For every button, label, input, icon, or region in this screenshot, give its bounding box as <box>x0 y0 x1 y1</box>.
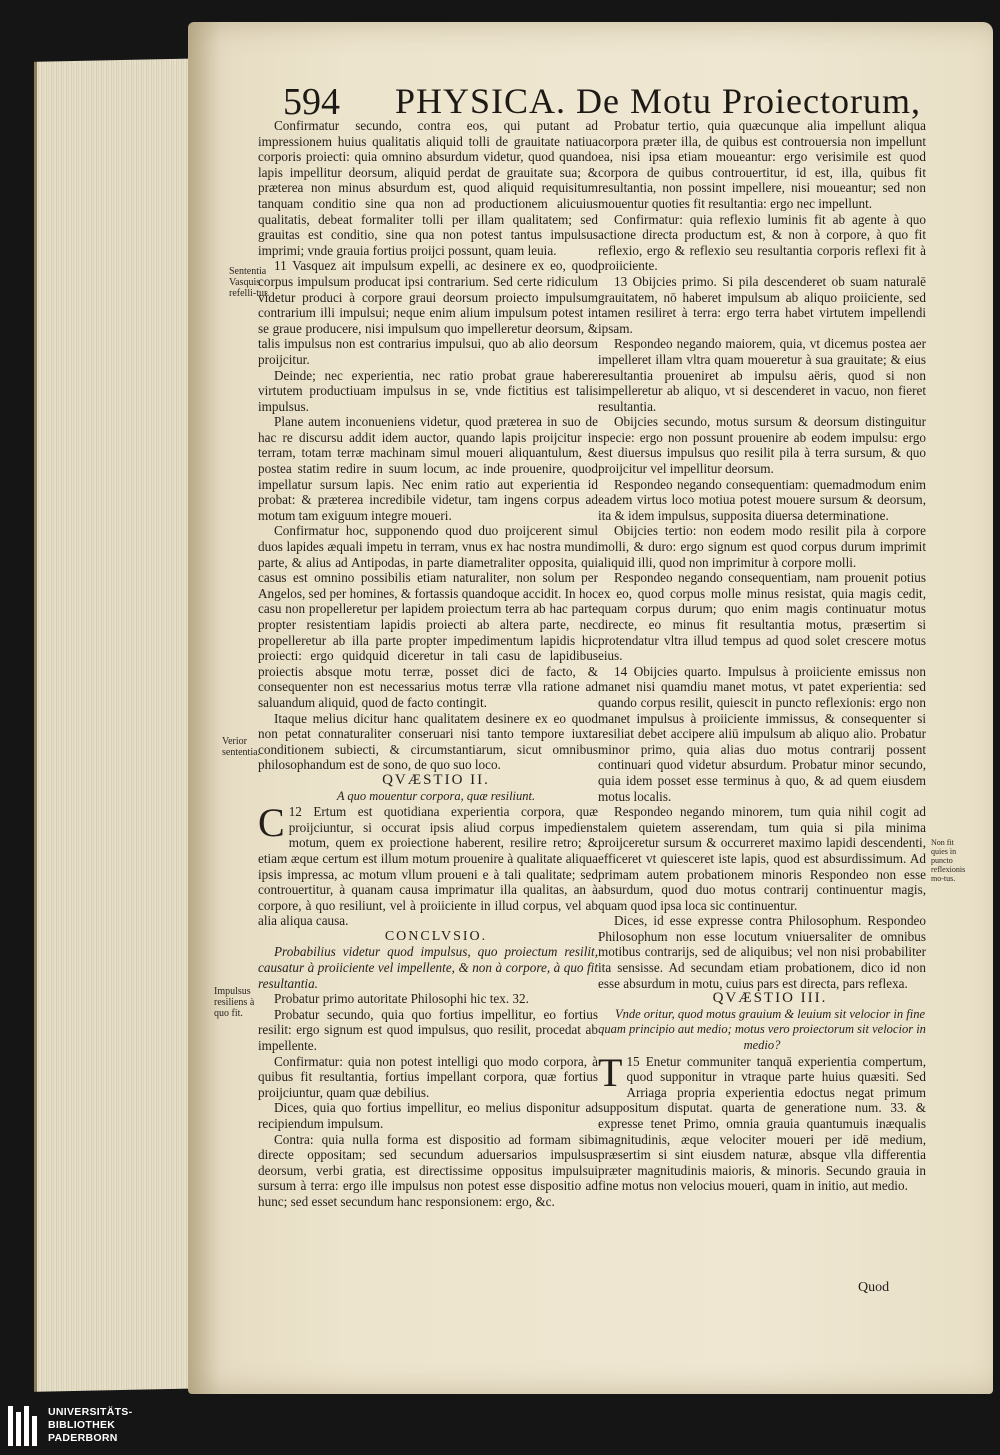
question-subtitle: Vnde oritur, quod motus grauium & leuium sit velocior in fine quam principio aut medio; motus vero proiectorum sit velocior in medio? <box>598 1006 926 1053</box>
paragraph-number: 15 <box>626 1053 640 1069</box>
paragraph: Dices, quia quo fortius impellitur, eo melius disponitur ad recipiendum impulsum. <box>258 1100 598 1131</box>
running-head: PHYSICA. De Motu Proiectorum, <box>395 81 921 121</box>
paragraph <box>598 1049 927 1194</box>
paragraph: Obijcies tertio: non eodem modo resilit pila à corpore molli, & duro: ergo signum est quod corpus durum imprimit aliquid illi, quod non imprimitur à corpore molli. <box>598 523 926 570</box>
page-number: 594 <box>283 81 340 123</box>
paragraph-text: Ertum est quotidiana experientia corpora, quæ proijciuntur, si occurat ipsis aliud corpus impediens motum, quem ex proiectione haberent, resilire retro; & etiam æque certum est illum motum prouenire à qualitate aliqua ipsis impressa, ac motum vllum proueni e à tali qualitate; sed controuertitur, à quanam causa imprimatur illa qualitas, an à corpore, à quo resiliunt, vel à proiiciente in illud corpus, vel ab alia aliqua causa. <box>258 804 598 929</box>
paragraph: Probatur secundo, quia quo fortius impellitur, eo fortius resilit: ergo signum est quod impulsus, quo resilit, procedat ab impellente. <box>258 1006 598 1054</box>
library-logo <box>6 1402 156 1452</box>
paragraph <box>258 944 598 991</box>
paragraph: Respondeo negando consequentiam: quemadmodum enim eadem virtus loco motiua potest mouere sursum & deorsum, ita & idem impulsus, supposita diuersa determinatione. <box>598 476 926 523</box>
paragraph: Respondeo negando minorem, tum quia nihil cogit ad talem quietem asserendam, tum quia si pila minima proijceretur sursum & occurreret maximo lapidi descendenti, efficeret vt quiesceret iste lapis, quod est absurdissimum. Ad primam autem probationem minoris Respondeo non esse absurdum, quod duo motus contrarij continuentur magis, quam quod ipsa loca sic continuentur. <box>598 804 926 913</box>
paragraph: Obijcies secundo, motus sursum & deorsum distinguitur specie: ergo non possunt prouenire ab eodem impulsu: ergo est diuersus impulsus quo resilit pila à terra sursum, & quo proijcitur vel impellitur deorsum. <box>598 414 926 477</box>
margin-note-verior: Verior sententia. <box>222 736 261 758</box>
paragraph: 14 Obijcies quarto. Impulsus à proiiciente emissus non manet nisi quamdiu manet motus, vt patet experientia: sed quando corpus resilit, quiescit in puncto reflexionis: ergo non manet impulsus à proiiciente immissus, & consequenter si resiliat debet accipere aliū impulsum ab aliquo alio. Probatur minor primo, quia alias duo motus contrarij possent continuari quod videtur absurdum. Probatur minor secundo, quia idem posset esse terminus à quo, & ad quem eiusdem motus localis. <box>598 663 926 804</box>
question-title: QVÆSTIO II. <box>382 771 490 788</box>
left-column <box>258 118 598 1210</box>
paragraph-text: Enetur communiter tanquā experientia compertum, quod supponitur in vtraque parte huius quæsiti. Sed Arriaga propria experientia edoctus negat primum suppositum disputat. quarta de generatione num. 33. & expresse tenet Primo, omnia grauia quantumuis inæqualis magnitudinis, æque velociter moueri per idē medium, præsertim si sint eiusdem naturæ, absque vlla differentia præter magnitudinis maioris, & minoris. Secundo grauia in fine motus non velocius moueri, quam in initio, aut medio. <box>598 1053 927 1194</box>
paragraph: Contra: quia nulla forma est dispositio ad formam sibi directe oppositam; sed secundum aduersarios impulsus deorsum, verbi gratia, est directissime oppositus impulsui sursum à terra: ergo ille impulsus non potest esse dispositio ad hunc; sed esset secundum hanc responsionem: ergo, &c. <box>258 1131 598 1209</box>
paragraph: Confirmatur secundo, contra eos, qui putant ad impressionem huius qualitatis aliquid tolli de grauitate natiua corporis proiecti: quia omnino absurdum videtur, quod quando lapis impellitur deorsum, aliquid perdat de grauitate sua; & præterea non minus absurdum est, quod aliquid requisitum tanquam conditio sine qua non ad productionem alicuius qualitatis, debeat formaliter tolli per illam qualitatem; sed grauitas est conditio, sine qua non potest tantus impulsus imprimi; vnde grauia fortius proijci possunt, quam leuia. <box>258 118 598 258</box>
paragraph: Respondeo negando consequentiam, nam prouenit potius ex eo, quod corpus molle minus resistat, quia magis cedit, quam corpus durum; quo enim magis continuatur motus directe, eo minus fit resultantia motus, præsertim si protendatur vltra illud tempus ad quod solet crescere motus eius. <box>598 570 926 664</box>
paragraph: Dices, id esse expresse contra Philosophum. Respondeo Philosophum non esse locutum vniuersaliter de omnibus motibus contrarijs, sed de aliquibus; vel non nisi probabiliter ita sensisse. Ad secundam etiam probationem, dico id non esse absurdum in motu, cuius pars est directa, pars reflexa. <box>598 913 926 991</box>
paragraph: Respondeo negando maiorem, quia, vt dicemus postea aer impelleret illam vltra quam moueretur à sua grauitate; & eius resultantia proueniret ab impulsu aëris, quod si non impelleretur ab aliquo, vt si descenderet in vacuo, non fieret resultantia. <box>598 336 926 414</box>
conclusion-text: Probabilius videtur quod impulsus, quo proiectum resilit, causatur à proiiciente vel impellente, & non à corpore, à quo fit resultantia. <box>258 944 598 991</box>
conclusion-heading: CONCLVSIO. <box>384 928 488 944</box>
margin-note-impulsus: Impulsus resiliens à quo fit. <box>214 986 255 1019</box>
library-name: UNIVERSITÄTS- BIBLIOTHEK PADERBORN <box>48 1406 133 1444</box>
right-column <box>598 118 926 1194</box>
paragraph: Plane autem inconueniens videtur, quod præterea in suo de hac re discursu addit idem auctor, quando lapis proijcitur in terram, totam terræ machinam simul moueri aliquantulum, & postea statim redire in suum locum, ac inde prouenire, quod impellatur sursum lapis. Nec enim ratio aut experientia id probat: & præterea incredibile videtur, tam ingens corpus ad motum tam exiguum integre moueri. <box>258 414 598 523</box>
paragraph: Probatur primo autoritate Philosophi hic tex. 32. <box>274 991 529 1007</box>
paragraph-number: 12 <box>288 804 302 820</box>
paragraph <box>258 800 598 929</box>
paragraph: Deinde; nec experientia, nec ratio probat graue habere virtutem productiuam impulsus in se, vnde fictitius est talis impulsus. <box>258 367 598 414</box>
question-subtitle: A quo mouentur corpora, quæ resiliunt. <box>336 788 536 803</box>
margin-note-non-fit: Non fit quies in puncto reflexionis mo-tus. <box>931 838 966 883</box>
drop-cap: T <box>598 1049 623 1095</box>
library-mark-icon <box>6 1404 40 1448</box>
margin-note-sententia: Sententia Vasquis refelli-tur. <box>229 266 270 299</box>
paragraph: 13 Obijcies primo. Si pila descenderet ob suam naturalē grauitatem, nō haberet impulsum ab aliquo proiiciente, sed tamen resiliret à terra: ergo terra habet virtutem impellendi ipsam. <box>598 273 926 336</box>
book-fore-edge <box>34 58 207 1392</box>
paragraph: Probatur tertio, quia quæcunque alia impellunt aliqua corpora præter illa, de quibus est controuersia non impellunt ea, nisi ipsa etiam moueantur: ergo verisimile est quod corpora de quibus controuertitur, id est, illa, quibus fit resultantia, non possint impellere, nisi moueantur; sed non mouentur quoties fit resultantia: ergo nec impellunt. <box>598 118 926 211</box>
question-title: QVÆSTIO III. <box>712 990 828 1007</box>
paragraph: Confirmatur: quia non potest intelligi quo modo corpora, à quibus fit resultantia, fortius impellant corpora, quæ fortius proijciuntur, quam quæ debilius. <box>258 1053 598 1100</box>
drop-cap: C <box>258 800 285 846</box>
catchword: Quod <box>858 1280 890 1295</box>
paragraph: Confirmatur: quia reflexio luminis fit ab agente à quo actione directa productum est, & non à corpore, à quo fit reflexio, ergo & reflexio seu resultantia corporis reflexi fit à proiiciente. <box>598 211 926 274</box>
paragraph: 11 Vasquez ait impulsum expelli, ac desinere ex eo, quod corpus impulsum producat ipsi contrarium. Sed certe ridiculum videtur produci à corpore graui deorsum proiecto impulsum contrarium illi impulsui; neque enim alium impulsum potest in se graue producere, nisi impulsum quo impelleretur deorsum, & talis impulsus non est contrarius impulsui, quo ab alio deorsum proijcitur. <box>258 258 598 367</box>
paragraph: Confirmatur hoc, supponendo quod duo proijcerent simul duos lapides æquali impetu in terram, vnus ex hac nostra mundi parte, & alius ad Antipodas, in parte diametraliter opposita, qui casus est omnino possibilis etiam naturaliter, non solum per Angelos, sed per homines, & fortassis quandoque accidit. In hoc casu non propelleretur per lapidem proiectum terra ab hac parte propter resistentiam lapidis proiecti ab altera parte, nec propelleretur ab illa parte propter impedimentum lapidis hic proiecti: ergo quidquid diceretur in tali casu de lapidibus proiectis absque motu terræ, posset dici de facto, & consequenter non est necessarius motus terræ vlla ratione ad saluandum aliquid, quod de facto contingit. <box>258 523 598 710</box>
paragraph: Itaque melius dicitur hanc qualitatem desinere ex eo quod non petat connaturaliter conseruari nisi tanto tempore iuxta conditionem subiecti, & circumstantiarum, sicut omnibus philosophandum est de sono, de quo suo loco. <box>258 710 598 773</box>
